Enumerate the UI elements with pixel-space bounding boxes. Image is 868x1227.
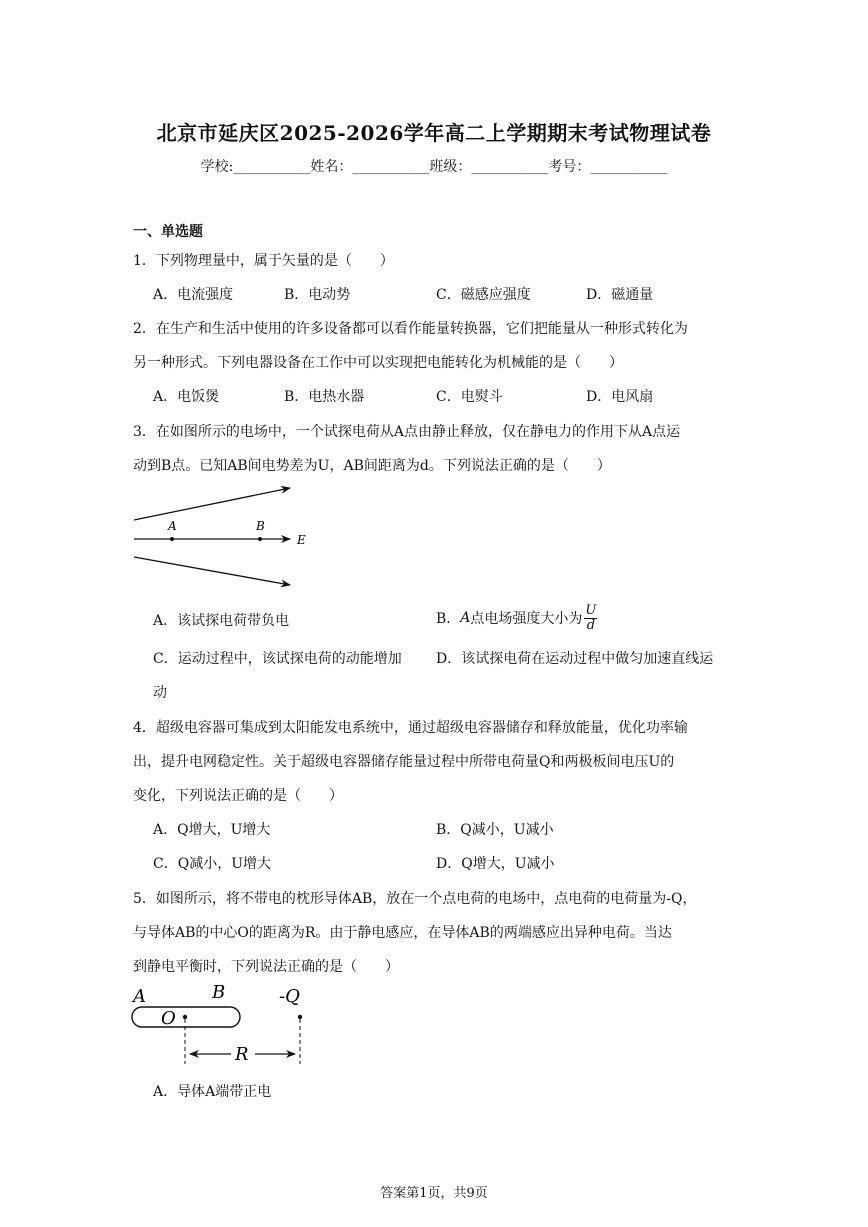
q3-option-d-line1: D．该试探电荷在运动过程中做匀加速直线运 — [436, 651, 714, 667]
q4-stem-line2: 出，提升电网稳定性。关于超级电容器储存能量过程中所带电荷量Q和两极板间电压U的 — [133, 754, 675, 770]
q2-stem-line1: 2．在生产和生活中使用的许多设备都可以看作能量转换器，它们把能量从一种形式转化为 — [133, 321, 688, 337]
charge-q-label: -Q — [279, 986, 300, 1007]
q2-option-a: A．电饭煲 — [153, 389, 220, 405]
q2-option-d: D．电风扇 — [586, 389, 654, 405]
q3-stem-line2: 动到B点。已知AB间电势差为U，AB间距离为d。下列说法正确的是（ ） — [133, 458, 611, 474]
fraction-numerator: U — [585, 602, 597, 618]
q3-option-b-text: 点电场强度大小为 — [470, 611, 583, 627]
q5-conductor-figure — [128, 980, 318, 1070]
point-a-label: A — [168, 519, 177, 533]
q1-option-b: B．电动势 — [284, 287, 351, 303]
q2-stem-line2: 另一种形式。下列电器设备在工作中可以实现把电能转化为机械能的是（ ） — [133, 355, 623, 371]
q1-option-c: C．磁感应强度 — [436, 287, 531, 303]
q4-option-b: B．Q减小，U减小 — [436, 822, 554, 838]
point-b-dot — [258, 537, 262, 541]
q1-stem: 1．下列物理量中，属于矢量的是（ ） — [133, 253, 394, 269]
q3-fraction-u-over-d — [584, 604, 597, 633]
q4-option-d: D．Q增大，U减小 — [436, 856, 555, 872]
distance-r-label: R — [235, 1044, 249, 1065]
q3-stem-line1: 3．在如图所示的电场中，一个试探电荷从A点由静止释放，仅在静电力的作用下从A点运 — [133, 424, 681, 440]
q1-option-a: A．电流强度 — [153, 287, 234, 303]
q2-option-b: B．电热水器 — [284, 389, 365, 405]
q4-stem-line3: 变化，下列说法正确的是（ ） — [133, 788, 343, 804]
q4-option-a: A．Q增大，U增大 — [153, 822, 271, 838]
page-title: 北京市延庆区2025-2026学年高二上学期期末考试物理试卷 — [156, 121, 712, 145]
field-e-label: E — [297, 533, 306, 547]
q5-stem-line3: 到静电平衡时，下列说法正确的是（ ） — [133, 959, 399, 975]
q5-stem-line1: 5．如图所示，将不带电的枕形导体AB，放在一个点电荷的电场中，点电荷的电荷量为-Q， — [133, 891, 697, 907]
q1-option-d: D．磁通量 — [586, 287, 654, 303]
q3-option-b — [436, 600, 597, 636]
section-heading: 一、单选题 — [133, 224, 203, 240]
q3-electric-field-figure — [130, 484, 320, 590]
fraction-denominator: d — [586, 617, 596, 633]
q5-option-a: A．导体A端带正电 — [153, 1084, 272, 1100]
point-b-label: B — [256, 519, 265, 533]
student-info-line: 学校:___________姓名：___________班级：___________考号：___________ — [200, 159, 668, 175]
point-a-dot — [170, 537, 174, 541]
center-o-dot — [183, 1015, 187, 1019]
q4-option-c: C．Q减小，U增大 — [153, 856, 271, 872]
q3-option-d-line2: 动 — [153, 685, 167, 701]
q3-option-a: A．该试探电荷带负电 — [153, 613, 290, 629]
q5-stem-line2: 与导体AB的中心O的距离为R。由于静电感应，在导体AB的两端感应出异种电荷。当达 — [133, 925, 672, 941]
q3-option-c: C．运动过程中，该试探电荷的动能增加 — [153, 651, 402, 667]
end-b-label: B — [212, 982, 226, 1003]
charge-q-dot — [298, 1015, 302, 1019]
q2-option-c: C．电熨斗 — [436, 389, 503, 405]
q3-option-b-prefix: B． — [436, 611, 461, 627]
page-footer: 答案第1页，共9页 — [380, 1186, 488, 1201]
q4-stem-line1: 4．超级电容器可集成到太阳能发电系统中，通过超级电容器储存和释放能量，优化功率输 — [133, 720, 688, 736]
center-o-label: O — [161, 1008, 176, 1029]
q3-option-b-var: A — [460, 610, 471, 626]
end-a-label: A — [133, 986, 146, 1007]
field-line-upper — [134, 488, 290, 520]
field-line-lower — [134, 557, 290, 585]
